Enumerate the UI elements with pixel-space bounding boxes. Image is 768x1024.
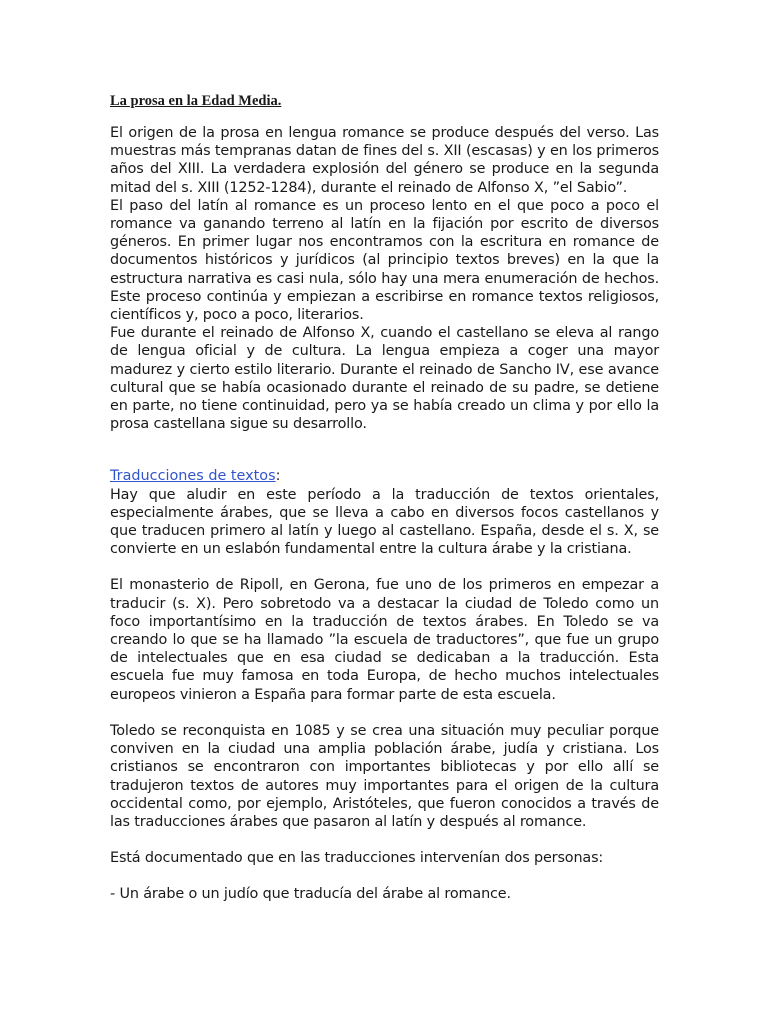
document-title: La prosa en la Edad Media.: [110, 93, 282, 109]
paragraph-translations: Hay que aludir en este período a la traducción de textos orientales, especialmente árabes, que se lleva a cabo en diversos focos castellanos y que traducen primero al latín y luego al castellano. España, desde el s. X, se convierte en un eslabón fundamental entre la cultura árabe y la cristiana.: [110, 486, 659, 558]
spacer: [110, 704, 659, 722]
list-item: - Un árabe o un judío que traducía del árabe al romance.: [110, 886, 511, 903]
heading-colon: :: [275, 468, 281, 485]
paragraph-documented: Está documentado que en las traducciones intervenían dos personas:: [110, 850, 604, 867]
paragraph-toledo: Toledo se reconquista en 1085 y se crea una situación muy peculiar porque conviven en la ciudad una amplia población árabe, judía y cristiana. Los cristianos se encontraron con importantes bibliotecas y por ello allí se tradujeron textos de autores muy importantes para el origen de la cultura occidental como, por ejemplo, Aristóteles, que fueron conocidos a través de las traducciones árabes que pasaron al latín y después al romance.: [110, 722, 659, 830]
translations-link[interactable]: Traducciones de textos: [110, 468, 276, 485]
document-page: [110, 92, 659, 904]
paragraph-latin-to-romance: El paso del latín al romance es un proceso lento en el que poco a poco el romance va ganando terreno al latín en la fijación por escrito de diversos géneros. En primer lugar nos encontramos con la escritura en romance de documentos históricos y jurídicos (al principio textos breves) en la que la estructura narrativa es casi nula, sólo hay una mera enumeración de hechos. Este proceso continúa y empiezan a escribirse en romance textos religiosos, científicos y, poco a poco, literarios.: [110, 197, 659, 324]
spacer: [110, 558, 659, 576]
paragraph-ripoll: El monasterio de Ripoll, en Gerona, fue uno de los primeros en empezar a traducir (s. X). Pero sobretodo va a destacar la ciudad de Toledo como un foco importantísimo en la traducción de textos árabes. En Toledo se va creando lo que se ha llamado ”la escuela de traductores”, que fue un grupo de intelectuales que en esa ciudad se dedicaban a la traducción. Esta escuela fue muy famosa en toda Europa, de hecho muchos intelectuales europeos vinieron a España para formar parte de esta escuela.: [110, 577, 659, 703]
paragraph-origin: El origen de la prosa en lengua romance se produce después del verso. Las muestras más tempranas datan de fines del s. XII (escasas) y en los primeros años del XIII. La verdadera explosión del género se produce en la segunda mitad del s. XIII (1252-1284), durante el reinado de Alfonso X, ”el Sabio”.: [110, 125, 659, 196]
spacer: [110, 831, 659, 849]
paragraph-alfonso-x: Fue durante el reinado de Alfonso X, cuando el castellano se eleva al rango de lengua oficial y de cultura. La lengua empieza a coger una mayor madurez y cierto estilo literario. Durante el reinado de Sancho IV, ese avance cultural que se había ocasionado durante el reinado de su padre, se detiene en parte, no tiene continuidad, pero ya se había creado un clima y por ello la prosa castellana sigue su desarrollo.: [110, 325, 659, 433]
spacer: [110, 433, 659, 467]
section-heading: [110, 467, 659, 485]
spacer: [110, 867, 659, 885]
